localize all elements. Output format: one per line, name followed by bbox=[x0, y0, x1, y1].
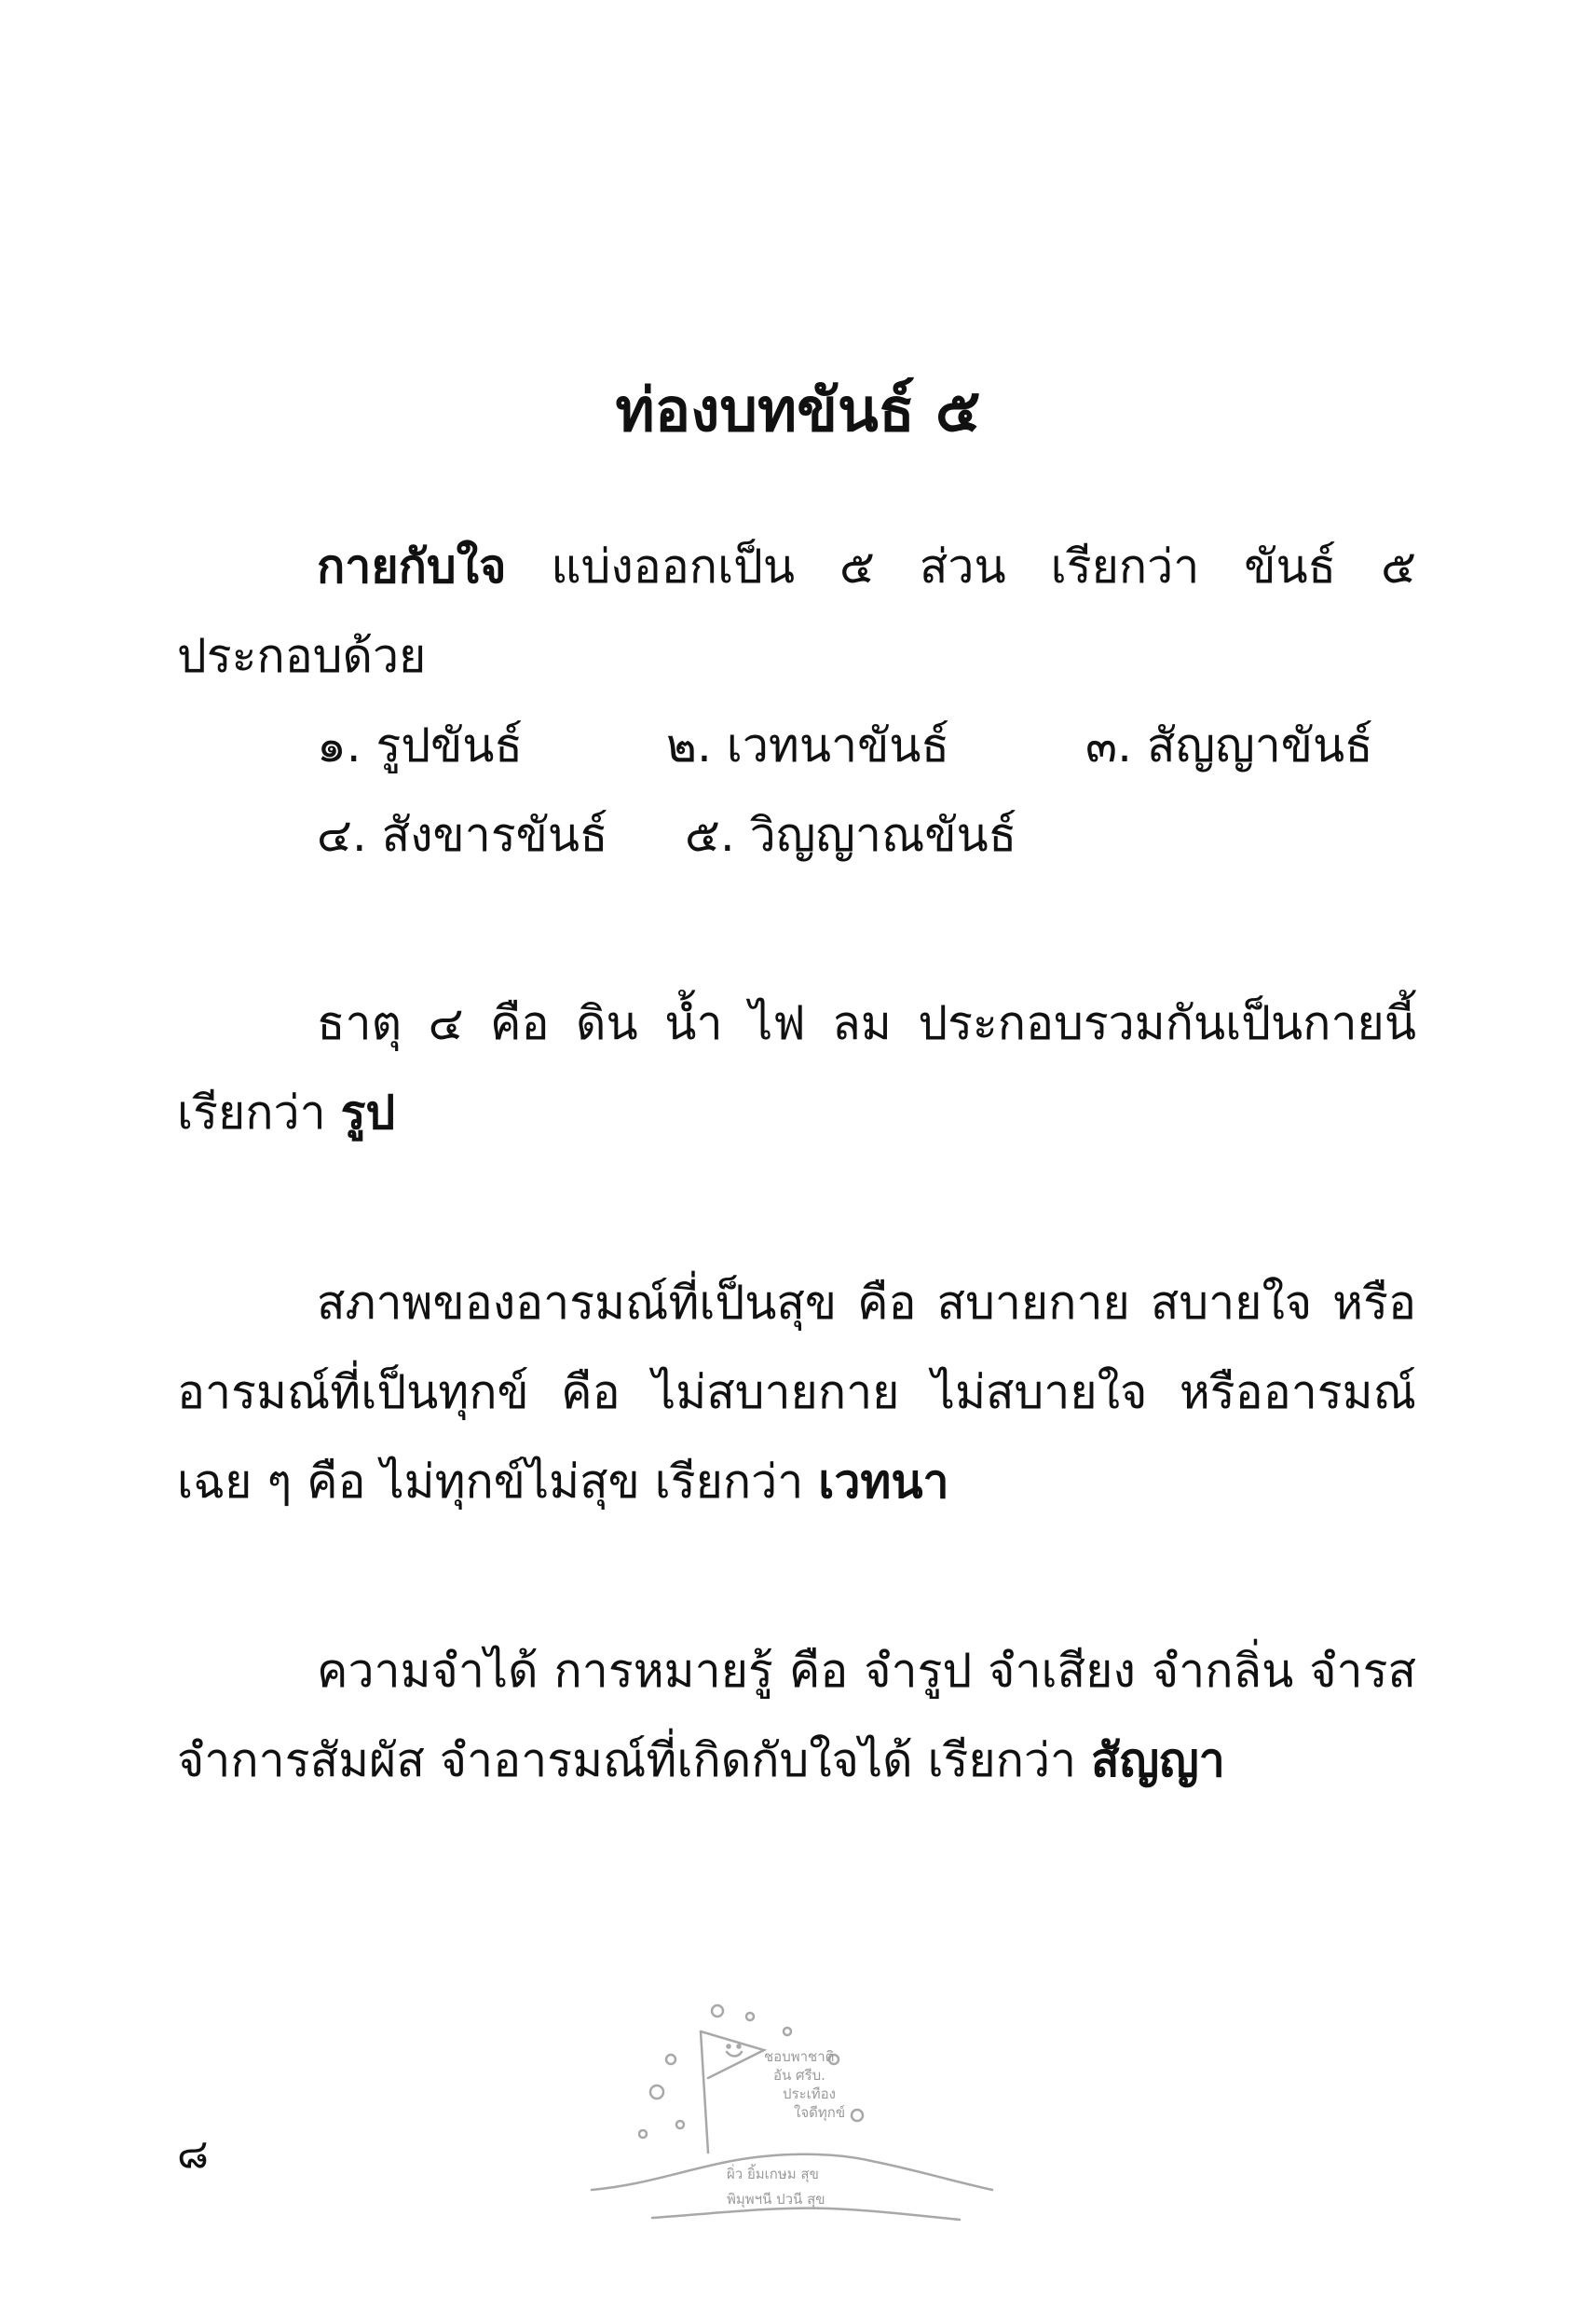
bold-term-sanna: สัญญา bbox=[1091, 1733, 1225, 1787]
list-item-sankhara: ๔. สังขารขันธ์ bbox=[317, 808, 608, 862]
page-number: ๘ bbox=[177, 2130, 209, 2178]
logo-flag-text-3: ประเทือง bbox=[783, 2085, 836, 2102]
logo-flag-text-4: ใจดีทุกข์ bbox=[794, 2104, 846, 2121]
paragraph-text: แบ่งออกเป็น ๕ ส่วน เรียกว่า ขันธ์ ๕ ประกอบด้วย bbox=[177, 540, 1416, 683]
list-row bbox=[317, 790, 1416, 880]
logo-hill-text-1: ผิ่ว ยิ้มเกษม สุข bbox=[727, 2166, 819, 2182]
logo-graphic bbox=[587, 2003, 997, 2283]
paragraph-text: สภาพของอารมณ์ที่เป็นสุข คือ สบายกาย สบายใจ หรือ อารมณ์ที่เป็นทุกข์ คือ ไม่สบายกาย ไม่สบายใจ หรืออารมณ์ เฉย ๆ คือ ไม่ทุกข์ไม่สุข เรียกว่า bbox=[177, 1276, 1416, 1509]
bold-term-kai-kap-jai: กายกับใจ bbox=[317, 540, 507, 594]
list-row bbox=[317, 701, 1416, 790]
logo-hill-text-2: พิมุพฯนี ปวนี สุข bbox=[727, 2191, 825, 2208]
logo-flag-text-1: ชอบพาชาติ bbox=[764, 2048, 835, 2065]
list-item-rupa: ๑. รูปขันธ์ bbox=[317, 718, 523, 773]
list-item-sanna: ๓. สัญญาขันธ์ bbox=[1085, 718, 1373, 773]
flag-on-hill-sketch-icon bbox=[587, 2003, 997, 2283]
paragraph-khandha-intro bbox=[177, 522, 1416, 701]
paragraph-text: ธาตุ ๔ คือ ดิน น้ำ ไฟ ลม ประกอบรวมกันเป็นกายนี้ เรียกว่า bbox=[177, 996, 1416, 1140]
list-item-vedana: ๒. เวทนาขันธ์ bbox=[666, 718, 950, 773]
page-title: ท่องบทขันธ์ ๕ bbox=[615, 376, 981, 445]
paragraph-sanna bbox=[177, 1626, 1416, 1805]
bold-term-rupa: รูป bbox=[340, 1086, 396, 1140]
paragraph-rupa bbox=[177, 978, 1416, 1157]
paragraph-text: ความจำได้ การหมายรู้ คือ จำรูป จำเสียง จำกลิ่น จำรส จำการสัมผัส จำอารมณ์ที่เกิดกับใจได้ เรียกว่า bbox=[177, 1644, 1416, 1787]
khandha-list bbox=[317, 701, 1416, 880]
bold-term-vedana: เวทนา bbox=[818, 1455, 949, 1509]
logo-flag-text-2: อัน ศรีบ. bbox=[773, 2067, 825, 2084]
paragraph-vedana bbox=[177, 1258, 1416, 1526]
list-item-vinnana: ๕. วิญญาณขันธ์ bbox=[685, 808, 1017, 862]
